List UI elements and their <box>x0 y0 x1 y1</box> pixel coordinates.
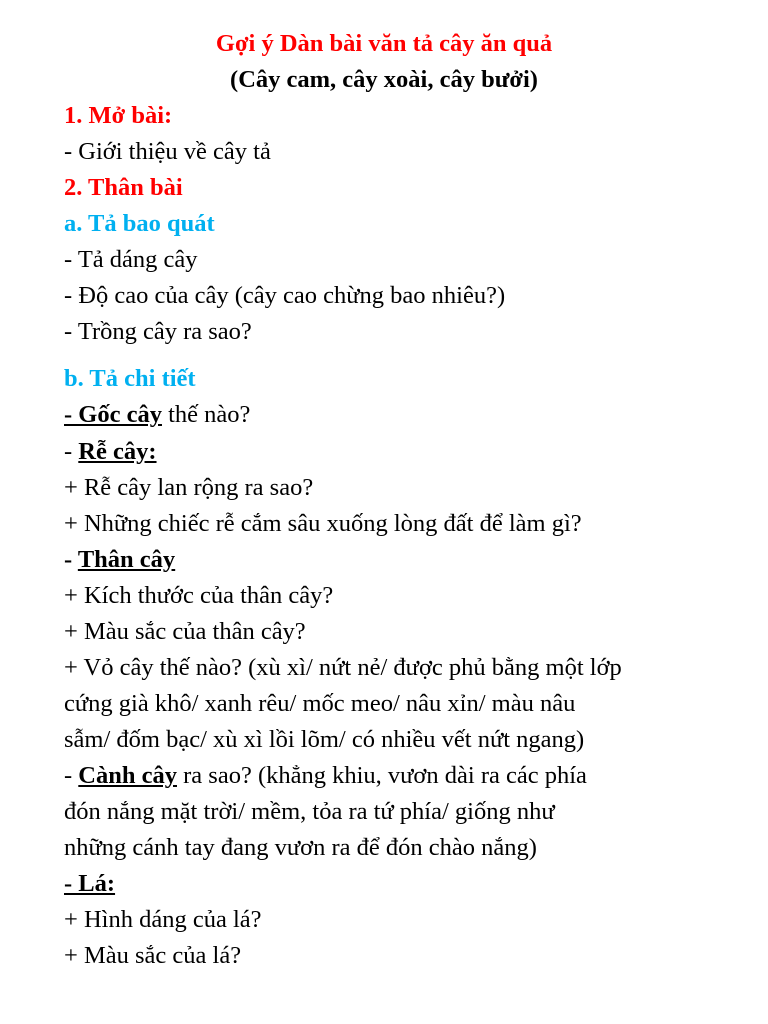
canh-cay-line <box>64 761 748 791</box>
than-cay-item: cứng già khô/ xanh rêu/ mốc meo/ nâu xỉn/ màu nâu <box>64 690 576 717</box>
la-item: + Hình dáng của lá? <box>64 906 262 933</box>
than-cay-label: Thân cây <box>77 546 176 573</box>
section2-heading: 2. Thân bài <box>64 174 183 201</box>
document-title: Gợi ý Dàn bài văn tả cây ăn quả <box>215 30 553 57</box>
part-a-item: - Độ cao của cây (cây cao chừng bao nhiêu?) <box>64 282 506 309</box>
part-b-heading: b. Tả chi tiết <box>64 365 196 392</box>
section1-heading: 1. Mở bài: <box>64 102 173 129</box>
canh-cay-text: ra sao? (khẳng khiu, vươn dài ra các phía <box>177 762 587 789</box>
part-a-item: - Trồng cây ra sao? <box>64 318 252 345</box>
part-a-item: - Tả dáng cây <box>64 246 198 273</box>
re-cay-line <box>64 437 748 467</box>
re-cay-item: + Rễ cây lan rộng ra sao? <box>64 474 314 501</box>
re-cay-prefix: - <box>64 438 79 465</box>
canh-cay-label: Cành cây <box>78 762 177 789</box>
canh-cay-continuation: những cánh tay đang vươn ra để đón chào nắng) <box>64 834 537 861</box>
than-cay-item: sẫm/ đốm bạc/ xù xì lồi lõm/ có nhiều vết nứt ngang) <box>64 726 585 753</box>
part-a-heading: a. Tả bao quát <box>64 210 215 237</box>
la-item: + Màu sắc của lá? <box>64 942 242 969</box>
than-cay-prefix: - <box>64 546 78 573</box>
goc-cay-line <box>64 400 748 430</box>
goc-cay-text: thế nào? <box>161 401 251 428</box>
than-cay-item: + Vỏ cây thế nào? (xù xì/ nứt nẻ/ được phủ bằng một lớp <box>64 654 622 681</box>
than-cay-line <box>64 545 748 575</box>
canh-cay-continuation: đón nắng mặt trời/ mềm, tỏa ra tứ phía/ giống như <box>64 798 555 825</box>
canh-cay-prefix: - <box>64 762 79 789</box>
than-cay-item: + Kích thước của thân cây? <box>64 582 334 609</box>
la-label: - Lá: <box>64 870 116 897</box>
re-cay-item: + Những chiếc rễ cắm sâu xuống lòng đất để làm gì? <box>64 510 582 537</box>
section1-item: - Giới thiệu về cây tả <box>64 138 271 165</box>
document-subtitle: (Cây cam, cây xoài, cây bưởi) <box>230 66 538 93</box>
goc-cay-label: - Gốc cây <box>64 401 162 428</box>
than-cay-item: + Màu sắc của thân cây? <box>64 618 306 645</box>
re-cay-label: Rễ cây: <box>78 438 157 465</box>
